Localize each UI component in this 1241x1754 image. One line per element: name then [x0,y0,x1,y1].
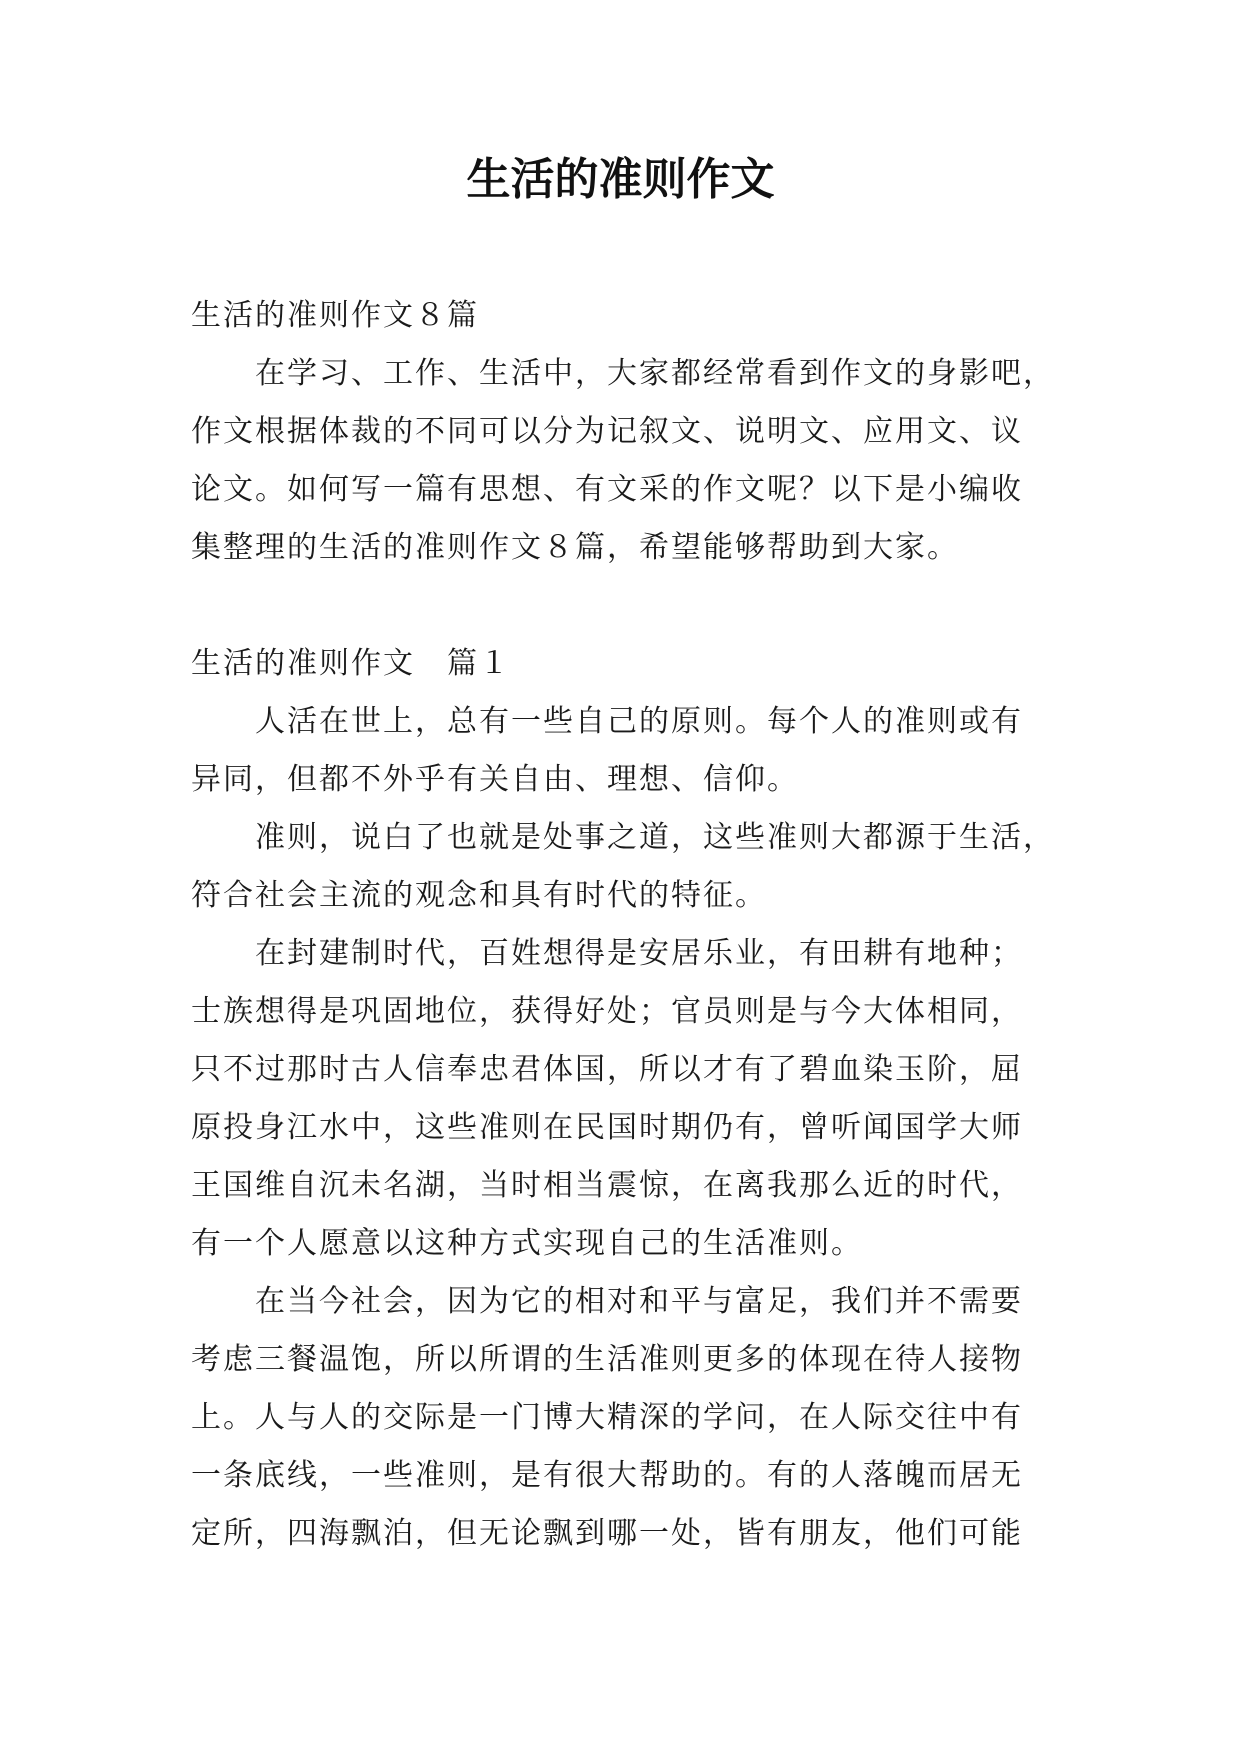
body-line: 上。人与人的交际是一门博大精深的学问，在人际交往中有 [191,1400,1023,1435]
body-line: 一条底线，一些准则，是有很大帮助的。有的人落魄而居无 [191,1458,1023,1493]
document-title: 生活的准则作文 [466,154,775,205]
body-line: 考虑三餐温饱，所以所谓的生活准则更多的体现在待人接物 [191,1342,1023,1377]
body-line: 士族想得是巩固地位，获得好处；官员则是与今大体相同， [191,994,1023,1029]
body-line: 在封建制时代，百姓想得是安居乐业，有田耕有地种； [255,936,1023,971]
body-line: 集整理的生活的准则作文８篇，希望能够帮助到大家。 [191,530,959,565]
document-body [191,287,1059,1563]
subtitle-line: 生活的准则作文８篇 [191,298,479,333]
body-line: 定所，四海飘泊，但无论飘到哪一处，皆有朋友，他们可能 [191,1516,1023,1551]
body-line: 王国维自沉未名湖，当时相当震惊，在离我那么近的时代， [191,1168,1023,1203]
body-line: 只不过那时古人信奉忠君体国，所以才有了碧血染玉阶，屈 [191,1052,1023,1087]
body-line: 人活在世上，总有一些自己的原则。每个人的准则或有 [255,704,1023,739]
body-line: 有一个人愿意以这种方式实现自己的生活准则。 [191,1226,863,1261]
section-heading: 生活的准则作文 篇１ [191,646,511,681]
body-line: 原投身江水中，这些准则在民国时期仍有，曾听闻国学大师 [191,1110,1023,1145]
body-line: 在学习、工作、生活中，大家都经常看到作文的身影吧， [255,356,1055,391]
body-line: 论文。如何写一篇有思想、有文采的作文呢？以下是小编收 [191,472,1023,507]
blank-line [191,577,1059,635]
body-line: 准则，说白了也就是处事之道，这些准则大都源于生活， [255,820,1055,855]
body-line: 在当今社会，因为它的相对和平与富足，我们并不需要 [255,1284,1023,1319]
body-line: 异同，但都不外乎有关自由、理想、信仰。 [191,762,799,797]
body-line: 作文根据体裁的不同可以分为记叙文、说明文、应用文、议 [191,414,1023,449]
body-line: 符合社会主流的观念和具有时代的特征。 [191,878,767,913]
